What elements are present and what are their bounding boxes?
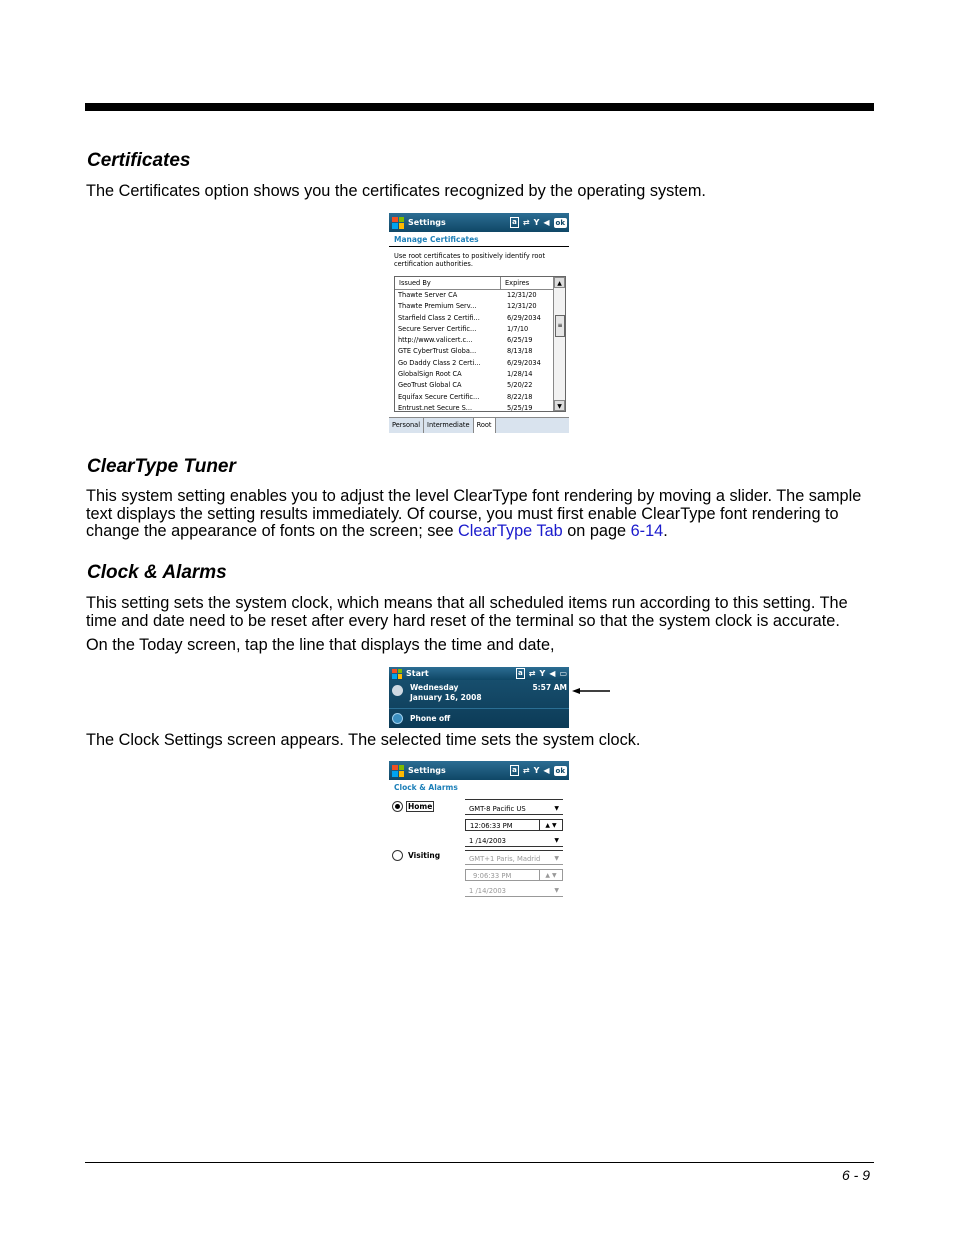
scroll-down-icon[interactable]: ▼ (554, 400, 565, 411)
table-row[interactable]: Thawte Premium Serv... 12/31/20 (398, 302, 537, 311)
date-time-line[interactable] (410, 683, 482, 703)
table-row[interactable]: Thawte Server CA 12/31/20 (398, 291, 537, 299)
time-spinner[interactable]: ▲ ▼ (539, 870, 562, 881)
cleartype-tab-link[interactable]: ClearType Tab (458, 522, 563, 540)
screen-title: Start (406, 669, 429, 678)
input-indicator[interactable]: a (512, 766, 517, 774)
chevron-down-icon: ▼ (554, 887, 559, 894)
divider (389, 708, 569, 709)
home-date-field[interactable]: 1 /14/2003 ▼ (465, 835, 563, 847)
time-label[interactable]: 5:57 AM (532, 683, 567, 692)
table-row[interactable]: GTE CyberTrust Globa... 8/13/18 (398, 347, 533, 356)
table-row[interactable]: http://www.valicert.c... 6/25/19 (398, 336, 533, 345)
certificates-description: Use root certificates to positively identify root certification authorities. (394, 252, 546, 268)
screen-title: Settings (408, 218, 446, 227)
signal-icon[interactable]: Y (533, 218, 540, 227)
speaker-icon[interactable]: ◀ (549, 669, 556, 678)
divider (465, 850, 563, 851)
certificates-screenshot (389, 213, 569, 434)
header-rule (85, 103, 874, 111)
title-bar (389, 667, 569, 680)
title-bar (389, 213, 569, 232)
tab-intermediate[interactable]: Intermediate (424, 418, 474, 433)
signal-icon[interactable]: Y (539, 669, 546, 678)
ok-button[interactable]: ok (555, 766, 565, 775)
home-label[interactable]: Home (408, 802, 433, 811)
table-row[interactable]: Secure Server Certific... 1/7/10 (398, 324, 529, 333)
table-row[interactable]: GlobalSign Root CA 1/28/14 (398, 370, 533, 379)
table-row[interactable]: Equifax Secure Certific... 8/22/18 (398, 392, 533, 401)
page-number: 6 - 9 (841, 1167, 870, 1183)
column-header-expires[interactable]: Expires (501, 277, 558, 289)
visiting-date-field[interactable]: 1 /14/2003 ▼ (465, 885, 563, 897)
phone-status[interactable]: Phone off (410, 714, 451, 723)
screen-subtitle: Manage Certificates (389, 232, 569, 247)
clock-heading: Clock & Alarms (87, 562, 227, 583)
screen-subtitle: Clock & Alarms (394, 783, 458, 792)
clock-body-2: On the Today screen, tap the line that displays the time and date, (86, 636, 555, 654)
visiting-timezone-select[interactable]: GMT+1 Paris, Madrid ▼ (465, 853, 563, 865)
home-timezone-select[interactable]: GMT-8 Pacific US ▼ (465, 803, 563, 815)
signal-icon[interactable]: Y (533, 766, 540, 775)
windows-start-icon[interactable] (392, 217, 404, 229)
visiting-time-field[interactable]: 9:06:33 PM ▲ ▼ (465, 869, 563, 881)
speaker-icon[interactable]: ◀ (543, 766, 550, 775)
footer-rule (85, 1162, 874, 1163)
cleartype-heading: ClearType Tuner (87, 456, 236, 477)
speaker-icon[interactable]: ◀ (543, 218, 550, 227)
visiting-label[interactable]: Visiting (408, 851, 441, 860)
connectivity-icon[interactable]: ⇄ (522, 218, 530, 227)
connectivity-icon[interactable]: ⇄ (528, 669, 536, 678)
page-link[interactable]: 6-14 (630, 522, 664, 540)
clock-icon (392, 685, 403, 696)
clock-body-1: This setting sets the system clock, which means that all scheduled items run according to this setting. The time and date need to be reset after every hard reset of the terminal so that the system clock is accurate. (86, 594, 848, 630)
scroll-thumb[interactable]: ≡ (555, 315, 565, 337)
home-time-field[interactable]: 12:06:33 PM ▲ ▼ (465, 819, 563, 831)
chevron-down-icon: ▼ (554, 837, 559, 844)
pointer-arrow-icon (572, 688, 612, 694)
chevron-down-icon: ▼ (554, 805, 559, 812)
certificates-heading: Certificates (87, 150, 191, 171)
battery-icon[interactable]: ▭ (559, 669, 567, 678)
table-row[interactable]: Entrust.net Secure S... 5/25/19 (398, 403, 533, 412)
certificates-list[interactable] (394, 276, 566, 412)
tab-bar (389, 417, 569, 433)
phone-icon (392, 713, 403, 724)
divider (465, 799, 563, 800)
clock-body-3: The Clock Settings screen appears. The selected time sets the system clock. (86, 731, 641, 749)
cleartype-body: This system setting enables you to adjust the level ClearType font rendering by moving a slider. The sample text displays the setting results immediately. Of course, you must first enable ClearType font rendering to change the appearance of fonts on the screen; see ClearType Tab on page 6-14. (86, 487, 862, 540)
certificates-body: The Certificates option shows you the certificates recognized by the operating system. (86, 182, 706, 200)
chevron-down-icon: ▼ (554, 855, 559, 862)
ok-button[interactable]: ok (555, 218, 565, 227)
clock-settings-screenshot (389, 761, 569, 901)
scroll-up-icon[interactable]: ▲ (554, 277, 565, 288)
home-radio[interactable] (392, 801, 403, 812)
table-row[interactable]: GeoTrust Global CA 5/20/22 (398, 381, 533, 390)
table-row[interactable]: Starfield Class 2 Certifi... 6/29/2034 (398, 313, 541, 322)
today-screenshot (389, 667, 569, 728)
windows-start-icon[interactable] (392, 669, 402, 679)
time-spinner[interactable]: ▲ ▼ (539, 820, 562, 831)
title-bar (389, 761, 569, 780)
column-header-issued-by[interactable]: Issued By (395, 277, 501, 289)
day-label: Wednesday (410, 683, 459, 692)
scrollbar[interactable] (553, 277, 565, 411)
screen-title: Settings (408, 766, 446, 775)
input-indicator[interactable]: a (518, 669, 523, 677)
windows-start-icon[interactable] (392, 765, 404, 777)
visiting-radio[interactable] (392, 850, 403, 861)
connectivity-icon[interactable]: ⇄ (522, 766, 530, 775)
today-panel (389, 680, 569, 728)
table-row[interactable]: Go Daddy Class 2 Certi... 6/29/2034 (398, 358, 541, 367)
tab-personal[interactable]: Personal (389, 418, 424, 433)
tab-root[interactable]: Root (474, 418, 496, 433)
input-indicator[interactable]: a (512, 218, 517, 226)
date-label: January 16, 2008 (410, 693, 482, 702)
